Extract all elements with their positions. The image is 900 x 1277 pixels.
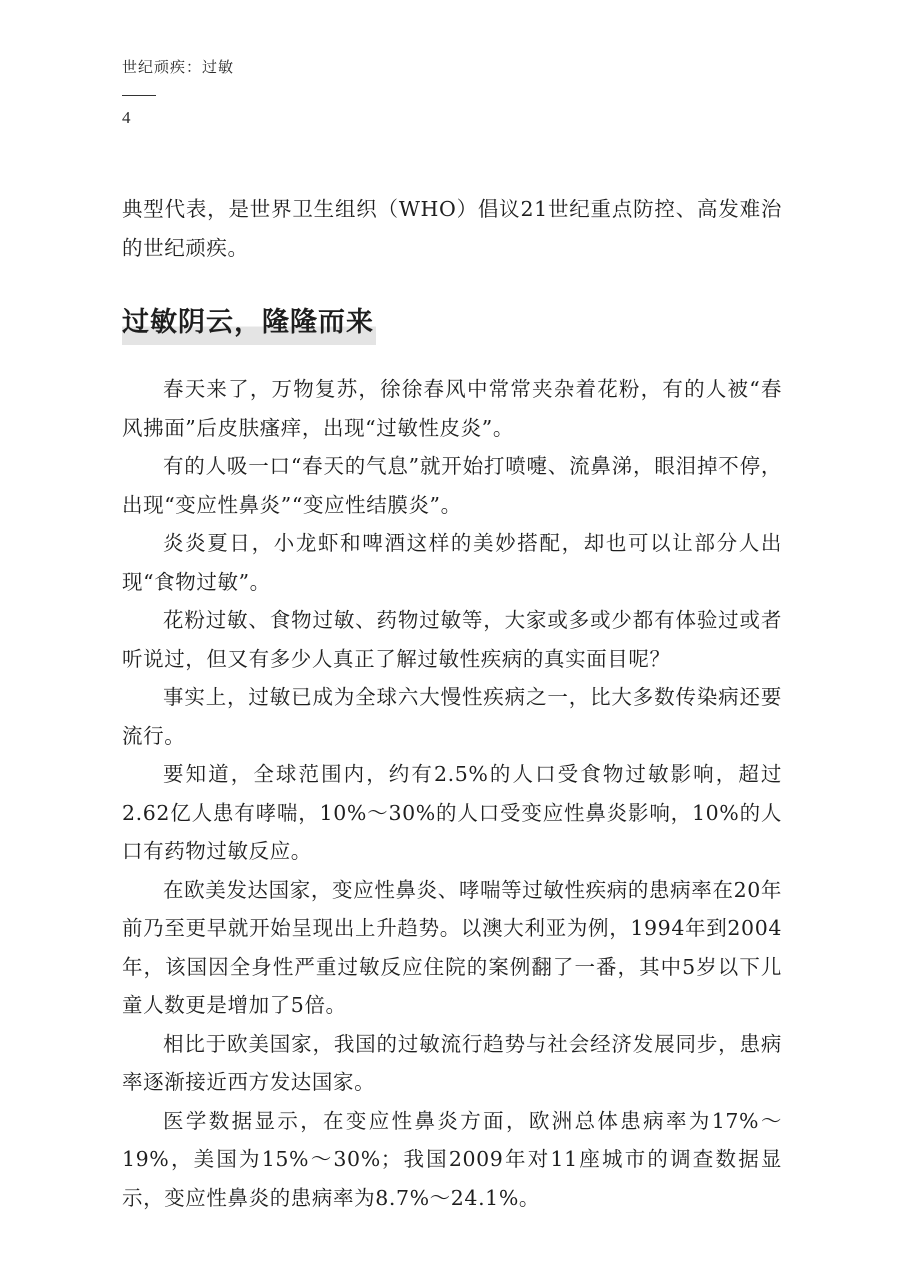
paragraph-food-allergy: 炎炎夏日，小龙虾和啤酒这样的美妙搭配，却也可以让部分人出现“食物过敏”。 bbox=[122, 531, 782, 594]
paragraph-spring-dermatitis: 春天来了，万物复苏，徐徐春风中常常夹杂着花粉，有的人被“春风拂面”后皮肤瘙痒，出现“过敏性皮炎”。 bbox=[122, 377, 782, 440]
page-number: 4 bbox=[122, 108, 131, 127]
paragraph-prevalence-data: 医学数据显示，在变应性鼻炎方面，欧洲总体患病率为17%～19%，美国为15%～30%；我国2009年对11座城市的调查数据显示，变应性鼻炎的患病率为8.7%～24.1%。 bbox=[122, 1108, 782, 1210]
paragraph-allergy-types: 花粉过敏、食物过敏、药物过敏等，大家或多或少都有体验过或者听说过，但又有多少人真正了解过敏性疾病的真实面目呢？ bbox=[122, 608, 782, 671]
paragraph-global-statistics: 要知道，全球范围内，约有2.5%的人口受食物过敏影响，超过2.62亿人患有哮喘，10%～30%的人口受变应性鼻炎影响，10%的人口有药物过敏反应。 bbox=[122, 762, 782, 863]
opening-text-block bbox=[122, 190, 782, 267]
opening-paragraph: 典型代表，是世界卫生组织（WHO）倡议21世纪重点防控、高发难治的世纪顽疾。 bbox=[122, 197, 782, 260]
paragraph-allergic-rhinitis: 有的人吸一口“春天的气息”就开始打喷嚏、流鼻涕，眼泪掉不停，出现“变应性鼻炎”“变应性结膜炎”。 bbox=[122, 454, 782, 517]
paragraph-western-trend: 在欧美发达国家，变应性鼻炎、哮喘等过敏性疾病的患病率在20年前乃至更早就开始呈现出上升趋势。以澳大利亚为例，1994年到2004年，该国因全身性严重过敏反应住院的案例翻了一番，其中5岁以下儿童人数更是增加了5倍。 bbox=[122, 877, 782, 1017]
section-body bbox=[122, 370, 782, 1217]
header-rule bbox=[122, 95, 156, 96]
section-heading: 过敏阴云，隆隆而来 bbox=[122, 296, 376, 345]
paragraph-chronic-disease: 事实上，过敏已成为全球六大慢性疾病之一，比大多数传染病还要流行。 bbox=[122, 685, 782, 748]
paragraph-china-trend: 相比于欧美国家，我国的过敏流行趋势与社会经济发展同步，患病率逐渐接近西方发达国家。 bbox=[122, 1031, 782, 1094]
running-head-title: 世纪顽疾：过敏 bbox=[122, 58, 235, 76]
